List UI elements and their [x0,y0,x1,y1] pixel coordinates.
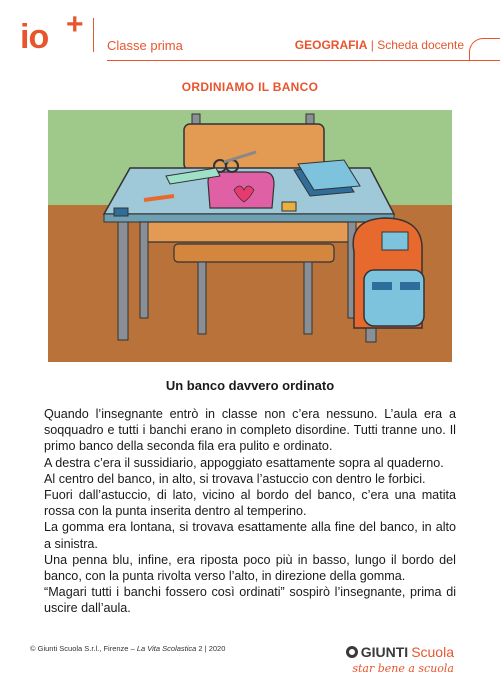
sheet-type: Scheda docente [377,38,464,52]
illustration-caption: Un banco davvero ordinato [165,378,335,393]
header-divider [93,18,94,52]
paragraph-3: Al centro del banco, in alto, si trovava l’astuccio con dentro le forbici. [44,471,426,486]
subject-label [295,38,464,52]
footer-copyright [30,644,225,653]
page-title: ORDINIAMO IL BANCO [181,80,319,94]
subject-name: GEOGRAFIA [294,38,368,52]
brand-name [346,644,454,660]
backpack [353,218,424,328]
paragraph-2: A destra c’era il sussidiario, appoggiato esattamente sopra al quaderno. [44,455,444,470]
giunti-scuola-logo [346,644,454,675]
class-name: Classe prima [107,38,183,53]
header-rule-corner [469,38,500,61]
brand-scuola: Scuola [411,644,454,660]
paragraph-7: “Magari tutti i banchi fossero così ordinati” sospirò l’insegnante, prima di uscire dall’aula. [44,585,456,616]
paragraph-5: La gomma era lontana, si trovava esattamente alla fine del banco, in alto a sinistra. [44,520,456,551]
header-rule [107,60,500,61]
subject-separator: | [370,38,374,52]
io-logo [20,8,90,60]
eraser-icon [114,208,128,216]
issue-number: 2 | 2020 [198,644,226,653]
brand-tagline: star bene a scuola [352,662,454,675]
brand-giunti: GIUNTI [360,644,409,660]
giunti-g-icon [346,646,358,658]
page-header [0,0,500,70]
logo-text: io [20,18,49,56]
desk-illustration [48,110,452,362]
paragraph-4: Fuori dall’astuccio, di lato, vicino al bordo del banco, c’era una matita rossa con la punta inserita dentro al temperino. [44,488,456,519]
logo-plus: + [66,8,84,41]
paragraph-6: Una penna blu, infine, era riposta poco più in basso, lungo il bordo del banco, con la punta rivolta verso l’alto, in direzione della gomma. [44,552,456,584]
chair-seat [174,244,334,262]
story-text [44,406,456,617]
sharpener-icon [282,202,296,211]
copyright-text: © Giunti Scuola S.r.l., Firenze – [30,644,135,653]
magazine-title: La Vita Scolastica [136,644,197,653]
paragraph-1: Quando l’insegnante entrò in classe non c’era nessuno. L’aula era a soqquadro e tutti i banchi erano in completo disordine. Tutti tranne uno. Il primo banco della seconda fila era pulito e ordinato. [44,407,456,454]
